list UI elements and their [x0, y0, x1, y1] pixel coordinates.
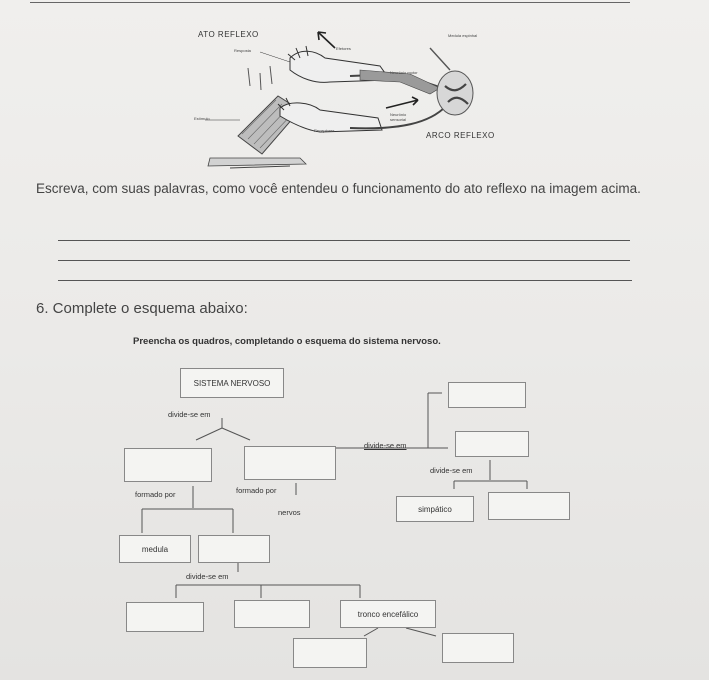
label-receptores: Receptores	[314, 128, 335, 133]
blank-box-top-right[interactable]	[448, 382, 526, 408]
label-neuronio-motor: Neurônio motor	[390, 70, 418, 75]
label-medula: Medula espinhal	[448, 33, 478, 38]
divide-label-3: divide-se em	[430, 466, 473, 475]
nervos-label: nervos	[278, 508, 301, 517]
medula-label: medula	[141, 544, 169, 554]
question-text: Escreva, com suas palavras, como você entendeu o funcionamento do ato reflexo na imagem acima.	[36, 181, 641, 196]
simpatico-box	[396, 496, 474, 522]
tronco-encefalico-label: tronco encefálico	[357, 609, 419, 619]
blank-box-tronco-left[interactable]	[293, 638, 367, 668]
blank-box-center[interactable]	[244, 446, 336, 480]
sistema-nervoso-box	[180, 368, 284, 398]
blank-box-simpatico-pair[interactable]	[488, 492, 570, 520]
label-efetores: Efetores	[336, 46, 351, 51]
medula-box	[119, 535, 191, 563]
sistema-nervoso-label: SISTEMA NERVOSO	[193, 378, 271, 388]
label-neuronio-sensorial: Neurônio sensorial	[390, 112, 407, 122]
divide-label-2: divide-se em	[364, 441, 407, 450]
blank-box-left[interactable]	[124, 448, 212, 482]
divide-label-4: divide-se em	[186, 572, 229, 581]
blank-box-bottom-2[interactable]	[234, 600, 310, 628]
blank-box-tronco-right[interactable]	[442, 633, 514, 663]
formado-por-left: formado por	[135, 490, 176, 499]
question-6-title: 6. Complete o esquema abaixo:	[36, 300, 248, 317]
arco-reflexo-title: ARCO REFLEXO	[426, 131, 495, 140]
blank-box-encefalo[interactable]	[198, 535, 270, 563]
blank-box-bottom-1[interactable]	[126, 602, 204, 632]
scheme-instruction: Preencha os quadros, completando o esquema do sistema nervoso.	[133, 336, 441, 347]
label-resposta: Resposta	[234, 48, 251, 53]
ato-reflexo-title: ATO REFLEXO	[198, 30, 259, 39]
blank-box-mid-right[interactable]	[455, 431, 529, 457]
divide-label-1: divide-se em	[168, 410, 211, 419]
label-estimulo: Estímulo	[194, 116, 210, 121]
tronco-encefalico-box	[340, 600, 436, 628]
formado-por-center: formado por	[236, 486, 277, 495]
simpatico-label: simpático	[418, 504, 452, 514]
